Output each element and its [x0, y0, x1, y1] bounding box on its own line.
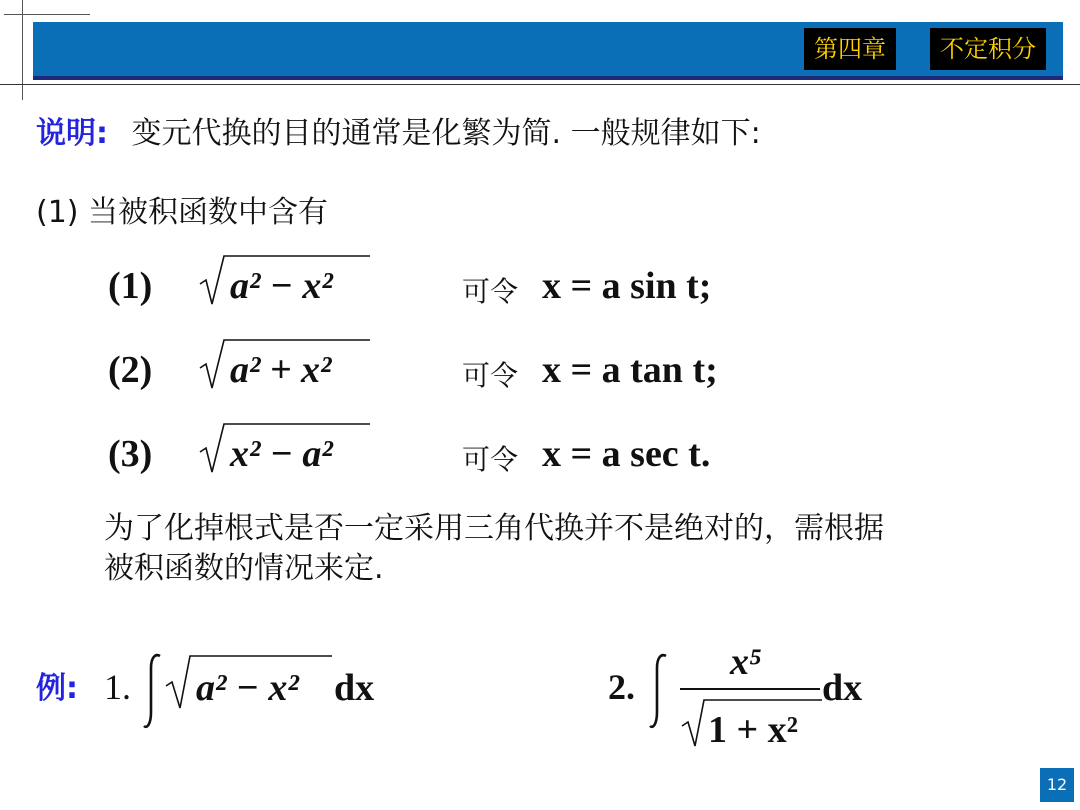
case-hint: 可令 [462, 359, 519, 392]
crop-mark [0, 84, 1080, 85]
case-substitution: x = a sin t; [542, 265, 712, 307]
case-number: (3) [108, 433, 153, 475]
example-number: 1. [104, 667, 131, 707]
remark-line: 被积函数的情况来定. [104, 551, 384, 586]
radical-content: x² − a² [230, 433, 333, 475]
chapter-label: 第四章 [804, 28, 896, 70]
case-substitution: x = a sec t. [542, 433, 711, 475]
example-differential: dx [822, 667, 863, 709]
fraction-bar [680, 688, 820, 690]
remark-line: 为了化掉根式是否一定采用三角代换并不是绝对的，需根据 [104, 511, 884, 546]
case-intro: (1) 当被积函数中含有 [36, 195, 329, 230]
radical-content: a² − x² [230, 265, 333, 307]
radical-content: a² + x² [230, 349, 332, 391]
example-label: 例: [36, 671, 78, 706]
header-bar [33, 22, 1063, 80]
note-label: 说明: [36, 116, 108, 151]
example-number: 2. [608, 667, 635, 707]
topic-label: 不定积分 [930, 28, 1046, 70]
crop-mark [4, 14, 90, 15]
case-hint: 可令 [462, 275, 519, 308]
page-number: 12 [1040, 768, 1074, 802]
crop-mark [22, 0, 23, 100]
fraction-denominator: 1 + x² [708, 709, 799, 751]
case-hint: 可令 [462, 443, 519, 476]
case-number: (1) [108, 265, 153, 307]
case-substitution: x = a tan t; [542, 349, 718, 391]
example-integrand: a² − x² [196, 667, 299, 709]
fraction-numerator: x⁵ [730, 641, 763, 683]
note-line [36, 115, 761, 153]
integral-sign [648, 650, 670, 732]
example-differential: dx [334, 667, 375, 709]
case-number: (2) [108, 349, 153, 391]
note-text: 变元代换的目的通常是化繁为简. 一般规律如下: [131, 116, 761, 151]
integral-sign [142, 650, 164, 732]
